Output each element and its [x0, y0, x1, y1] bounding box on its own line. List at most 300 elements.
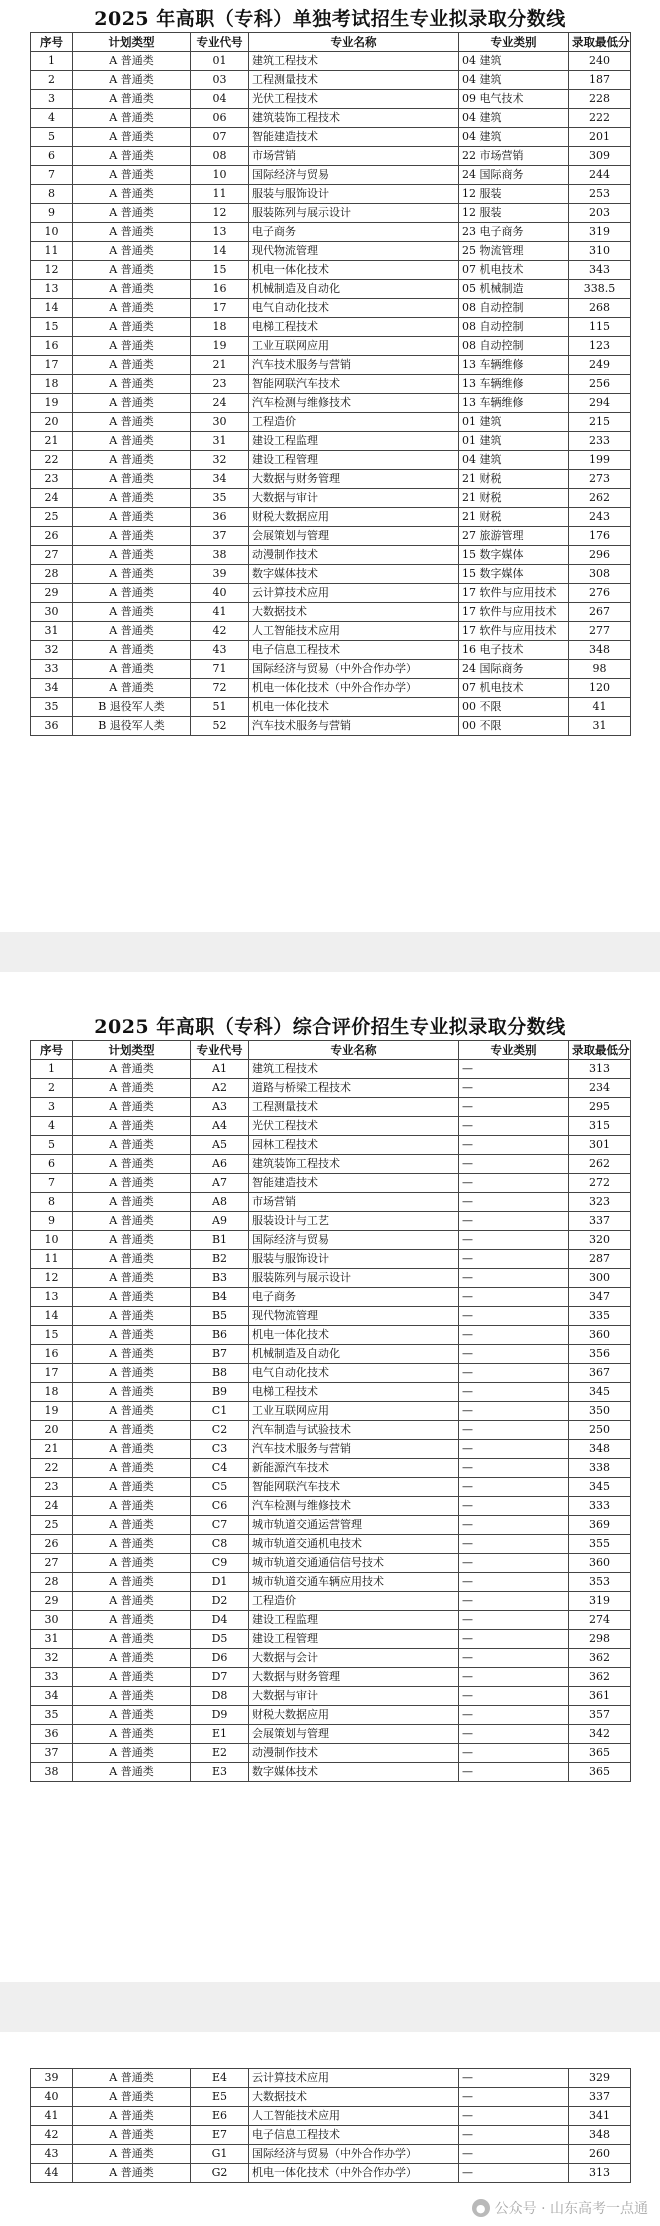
table-row [31, 147, 631, 166]
table-row [31, 660, 631, 679]
cell-min-score: 345 [569, 1383, 631, 1402]
cell-index: 18 [31, 1383, 73, 1402]
cell-major-code: A6 [191, 1155, 249, 1174]
cell-major-code: 32 [191, 451, 249, 470]
cell-min-score: 187 [569, 71, 631, 90]
cell-major-code: B8 [191, 1364, 249, 1383]
cell-major-category: 27 旅游管理 [459, 527, 569, 546]
cell-major-name: 建设工程监理 [249, 432, 459, 451]
cell-index: 6 [31, 147, 73, 166]
cell-min-score: 273 [569, 470, 631, 489]
cell-major-name: 电子信息工程技术 [249, 2126, 459, 2145]
cell-major-code: 19 [191, 337, 249, 356]
cell-index: 20 [31, 1421, 73, 1440]
cell-index: 2 [31, 1079, 73, 1098]
cell-major-category: — [459, 1687, 569, 1706]
cell-major-code: 13 [191, 223, 249, 242]
cell-min-score: 298 [569, 1630, 631, 1649]
cell-index: 4 [31, 109, 73, 128]
cell-major-category: — [459, 1098, 569, 1117]
cell-major-category: 12 服装 [459, 185, 569, 204]
table-row [31, 2088, 631, 2107]
cell-major-code: 10 [191, 166, 249, 185]
cell-major-category: — [459, 1611, 569, 1630]
cell-major-code: D1 [191, 1573, 249, 1592]
cell-plan-type: A 普通类 [73, 1250, 191, 1269]
cell-major-name: 机电一体化技术（中外合作办学） [249, 679, 459, 698]
cell-index: 33 [31, 1668, 73, 1687]
cell-major-category: 17 软件与应用技术 [459, 622, 569, 641]
cell-major-category: 04 建筑 [459, 128, 569, 147]
cell-major-name: 大数据与审计 [249, 489, 459, 508]
cell-major-category: — [459, 1326, 569, 1345]
table-row [31, 584, 631, 603]
cell-major-code: 06 [191, 109, 249, 128]
cell-major-code: D7 [191, 1668, 249, 1687]
table-row [31, 1383, 631, 1402]
cell-plan-type: A 普通类 [73, 1326, 191, 1345]
cell-plan-type: A 普通类 [73, 1364, 191, 1383]
cell-plan-type: A 普通类 [73, 413, 191, 432]
cell-major-name: 人工智能技术应用 [249, 2107, 459, 2126]
table-row [31, 1763, 631, 1782]
cell-major-category: 21 财税 [459, 489, 569, 508]
cell-major-name: 建筑工程技术 [249, 1060, 459, 1079]
cell-index: 28 [31, 565, 73, 584]
cell-major-category: — [459, 1307, 569, 1326]
cell-major-name: 城市轨道交通通信信号技术 [249, 1554, 459, 1573]
cell-major-code: E3 [191, 1763, 249, 1782]
cell-plan-type: A 普通类 [73, 1573, 191, 1592]
cell-min-score: 360 [569, 1554, 631, 1573]
table-row [31, 413, 631, 432]
watermark-text: 公众号 · 山东高考一点通 [494, 2201, 648, 2217]
cell-major-code: A5 [191, 1136, 249, 1155]
cell-plan-type: A 普通类 [73, 1307, 191, 1326]
cell-index: 30 [31, 1611, 73, 1630]
cell-index: 23 [31, 470, 73, 489]
cell-major-category: — [459, 1250, 569, 1269]
cell-major-name: 大数据技术 [249, 2088, 459, 2107]
cell-plan-type: A 普通类 [73, 299, 191, 318]
cell-major-category: 08 自动控制 [459, 299, 569, 318]
cell-major-category: 04 建筑 [459, 52, 569, 71]
cell-plan-type: A 普通类 [73, 1098, 191, 1117]
cell-min-score: 333 [569, 1497, 631, 1516]
cell-min-score: 267 [569, 603, 631, 622]
cell-major-category: — [459, 1117, 569, 1136]
cell-index: 39 [31, 2069, 73, 2088]
cell-index: 18 [31, 375, 73, 394]
cell-major-code: 31 [191, 432, 249, 451]
sheet-continued [0, 2032, 660, 2226]
cell-plan-type: A 普通类 [73, 147, 191, 166]
cell-min-score: 310 [569, 242, 631, 261]
cell-index: 43 [31, 2145, 73, 2164]
cell-index: 8 [31, 185, 73, 204]
table-row [31, 1573, 631, 1592]
cell-min-score: 343 [569, 261, 631, 280]
cell-major-name: 汽车检测与维修技术 [249, 1497, 459, 1516]
cell-major-name: 机电一体化技术 [249, 1326, 459, 1345]
cell-major-category: 07 机电技术 [459, 679, 569, 698]
cell-major-name: 数字媒体技术 [249, 1763, 459, 1782]
cell-plan-type: A 普通类 [73, 546, 191, 565]
cell-min-score: 341 [569, 2107, 631, 2126]
table-row [31, 1117, 631, 1136]
table-row [31, 1212, 631, 1231]
cell-major-code: E2 [191, 1744, 249, 1763]
cell-major-category: 15 数字媒体 [459, 565, 569, 584]
cell-plan-type: A 普通类 [73, 204, 191, 223]
cell-min-score: 350 [569, 1402, 631, 1421]
cell-major-name: 电子信息工程技术 [249, 641, 459, 660]
cell-major-category: 16 电子技术 [459, 641, 569, 660]
cell-major-category: — [459, 1630, 569, 1649]
cell-major-name: 建筑装饰工程技术 [249, 109, 459, 128]
cell-index: 34 [31, 679, 73, 698]
cell-plan-type: A 普通类 [73, 1459, 191, 1478]
cell-major-code: B9 [191, 1383, 249, 1402]
cell-min-score: 319 [569, 223, 631, 242]
cell-plan-type: A 普通类 [73, 1079, 191, 1098]
cell-major-category: 21 财税 [459, 508, 569, 527]
cell-plan-type: A 普通类 [73, 375, 191, 394]
cell-min-score: 276 [569, 584, 631, 603]
cell-index: 14 [31, 299, 73, 318]
cell-major-category: — [459, 1763, 569, 1782]
cell-min-score: 250 [569, 1421, 631, 1440]
cell-major-code: B2 [191, 1250, 249, 1269]
cell-min-score: 365 [569, 1763, 631, 1782]
cell-index: 25 [31, 508, 73, 527]
cell-major-category: — [459, 2069, 569, 2088]
cell-major-name: 城市轨道交通车辆应用技术 [249, 1573, 459, 1592]
cell-index: 22 [31, 1459, 73, 1478]
cell-major-code: C8 [191, 1535, 249, 1554]
cell-major-category: — [459, 1554, 569, 1573]
cell-major-code: 71 [191, 660, 249, 679]
cell-major-code: E4 [191, 2069, 249, 2088]
cell-index: 35 [31, 698, 73, 717]
table-row [31, 1744, 631, 1763]
table-row [31, 489, 631, 508]
cell-major-code: D5 [191, 1630, 249, 1649]
cell-index: 3 [31, 1098, 73, 1117]
cell-min-score: 313 [569, 1060, 631, 1079]
cell-plan-type: A 普通类 [73, 2069, 191, 2088]
cell-major-code: 16 [191, 280, 249, 299]
cell-plan-type: A 普通类 [73, 223, 191, 242]
cell-major-category: — [459, 1497, 569, 1516]
cell-plan-type: A 普通类 [73, 280, 191, 299]
cell-min-score: 315 [569, 1117, 631, 1136]
cell-major-name: 机械制造及自动化 [249, 280, 459, 299]
cell-index: 12 [31, 261, 73, 280]
cell-major-name: 电子商务 [249, 1288, 459, 1307]
cell-plan-type: A 普通类 [73, 356, 191, 375]
cell-index: 7 [31, 166, 73, 185]
cell-major-category: 13 车辆维修 [459, 375, 569, 394]
cell-plan-type: A 普通类 [73, 1117, 191, 1136]
cell-major-category: 22 市场营销 [459, 147, 569, 166]
cell-major-category: 08 自动控制 [459, 318, 569, 337]
cell-index: 25 [31, 1516, 73, 1535]
cell-plan-type: A 普通类 [73, 679, 191, 698]
table-row [31, 261, 631, 280]
cell-plan-type: A 普通类 [73, 2088, 191, 2107]
table-row [31, 1193, 631, 1212]
cell-min-score: 274 [569, 1611, 631, 1630]
table-row [31, 1440, 631, 1459]
cell-min-score: 123 [569, 337, 631, 356]
cell-min-score: 287 [569, 1250, 631, 1269]
cell-index: 40 [31, 2088, 73, 2107]
cell-major-category: — [459, 1231, 569, 1250]
cell-major-name: 服装设计与工艺 [249, 1212, 459, 1231]
cell-major-name: 电子商务 [249, 223, 459, 242]
cell-major-name: 动漫制作技术 [249, 546, 459, 565]
cell-major-code: 18 [191, 318, 249, 337]
cell-major-code: B5 [191, 1307, 249, 1326]
cell-min-score: 360 [569, 1326, 631, 1345]
cell-min-score: 335 [569, 1307, 631, 1326]
cell-index: 10 [31, 1231, 73, 1250]
cell-major-category: — [459, 2107, 569, 2126]
cell-major-code: G1 [191, 2145, 249, 2164]
cell-index: 37 [31, 1744, 73, 1763]
cell-plan-type: A 普通类 [73, 261, 191, 280]
cell-plan-type: A 普通类 [73, 1288, 191, 1307]
cell-major-category: 08 自动控制 [459, 337, 569, 356]
cell-major-name: 机电一体化技术 [249, 698, 459, 717]
cell-major-code: 04 [191, 90, 249, 109]
cell-index: 13 [31, 280, 73, 299]
cell-min-score: 308 [569, 565, 631, 584]
table-row [31, 1611, 631, 1630]
cell-major-code: E1 [191, 1725, 249, 1744]
table-row [31, 698, 631, 717]
cell-min-score: 319 [569, 1592, 631, 1611]
cell-plan-type: A 普通类 [73, 109, 191, 128]
cell-plan-type: A 普通类 [73, 128, 191, 147]
cell-major-category: 24 国际商务 [459, 166, 569, 185]
table-row [31, 717, 631, 736]
cell-major-category: — [459, 2145, 569, 2164]
cell-major-name: 国际经济与贸易（中外合作办学） [249, 660, 459, 679]
cell-major-code: C5 [191, 1478, 249, 1497]
cell-major-name: 国际经济与贸易 [249, 166, 459, 185]
table-row [31, 1269, 631, 1288]
cell-major-code: D4 [191, 1611, 249, 1630]
cell-major-code: 34 [191, 470, 249, 489]
table-row [31, 2164, 631, 2183]
header-major-code: 专业代号 [191, 33, 249, 52]
table-row [31, 1459, 631, 1478]
cell-index: 23 [31, 1478, 73, 1497]
cell-plan-type: A 普通类 [73, 394, 191, 413]
cell-major-code: B4 [191, 1288, 249, 1307]
table-row [31, 1326, 631, 1345]
cell-major-category: 21 财税 [459, 470, 569, 489]
cell-plan-type: A 普通类 [73, 641, 191, 660]
cell-min-score: 301 [569, 1136, 631, 1155]
table-row [31, 641, 631, 660]
cell-min-score: 361 [569, 1687, 631, 1706]
cell-major-category: — [459, 1744, 569, 1763]
cell-plan-type: A 普通类 [73, 2145, 191, 2164]
cell-major-name: 电气自动化技术 [249, 299, 459, 318]
cell-major-name: 机电一体化技术 [249, 261, 459, 280]
cell-major-code: 39 [191, 565, 249, 584]
cell-min-score: 120 [569, 679, 631, 698]
table-row [31, 1630, 631, 1649]
table-row [31, 1706, 631, 1725]
cell-index: 27 [31, 546, 73, 565]
header-major-code: 专业代号 [191, 1041, 249, 1060]
cell-major-name: 机电一体化技术（中外合作办学） [249, 2164, 459, 2183]
cell-major-category: — [459, 1345, 569, 1364]
cell-major-name: 云计算技术应用 [249, 2069, 459, 2088]
cell-plan-type: A 普通类 [73, 1060, 191, 1079]
cell-index: 29 [31, 584, 73, 603]
cell-index: 11 [31, 242, 73, 261]
cell-major-name: 工程测量技术 [249, 1098, 459, 1117]
cell-min-score: 243 [569, 508, 631, 527]
cell-index: 14 [31, 1307, 73, 1326]
cell-major-name: 现代物流管理 [249, 242, 459, 261]
cell-major-category: 00 不限 [459, 717, 569, 736]
cell-plan-type: A 普通类 [73, 622, 191, 641]
cell-major-code: 08 [191, 147, 249, 166]
cell-major-name: 道路与桥梁工程技术 [249, 1079, 459, 1098]
cell-major-name: 建设工程管理 [249, 451, 459, 470]
cell-plan-type: A 普通类 [73, 71, 191, 90]
cell-min-score: 249 [569, 356, 631, 375]
cell-plan-type: A 普通类 [73, 603, 191, 622]
cell-index: 3 [31, 90, 73, 109]
cell-plan-type: B 退役军人类 [73, 698, 191, 717]
cell-major-name: 会展策划与管理 [249, 1725, 459, 1744]
cell-major-category: 04 建筑 [459, 451, 569, 470]
table-row [31, 90, 631, 109]
cell-min-score: 262 [569, 1155, 631, 1174]
cell-min-score: 228 [569, 90, 631, 109]
cell-major-category: 24 国际商务 [459, 660, 569, 679]
table-row [31, 2145, 631, 2164]
cell-major-name: 数字媒体技术 [249, 565, 459, 584]
table-row [31, 1478, 631, 1497]
cell-major-name: 工业互联网应用 [249, 337, 459, 356]
section-gap [0, 1982, 660, 2032]
cell-major-code: C6 [191, 1497, 249, 1516]
cell-index: 15 [31, 318, 73, 337]
table-row [31, 432, 631, 451]
cell-major-code: 23 [191, 375, 249, 394]
cell-major-category: 15 数字媒体 [459, 546, 569, 565]
table-row [31, 337, 631, 356]
cell-min-score: 268 [569, 299, 631, 318]
cell-min-score: 329 [569, 2069, 631, 2088]
cell-major-code: C9 [191, 1554, 249, 1573]
cell-index: 9 [31, 204, 73, 223]
cell-major-name: 电梯工程技术 [249, 1383, 459, 1402]
table-row [31, 1136, 631, 1155]
cell-plan-type: A 普通类 [73, 337, 191, 356]
table-row [31, 451, 631, 470]
cell-min-score: 115 [569, 318, 631, 337]
cell-min-score: 323 [569, 1193, 631, 1212]
table-row [31, 52, 631, 71]
cell-major-code: B1 [191, 1231, 249, 1250]
cell-plan-type: A 普通类 [73, 1630, 191, 1649]
cell-min-score: 369 [569, 1516, 631, 1535]
table-row [31, 1307, 631, 1326]
cell-major-code: C2 [191, 1421, 249, 1440]
cell-min-score: 337 [569, 2088, 631, 2107]
cell-major-code: 15 [191, 261, 249, 280]
cell-major-name: 智能网联汽车技术 [249, 375, 459, 394]
cell-major-name: 财税大数据应用 [249, 1706, 459, 1725]
cell-min-score: 342 [569, 1725, 631, 1744]
header-major-name: 专业名称 [249, 33, 459, 52]
cell-min-score: 347 [569, 1288, 631, 1307]
cell-plan-type: B 退役军人类 [73, 717, 191, 736]
cell-index: 1 [31, 52, 73, 71]
cell-major-name: 大数据与财务管理 [249, 1668, 459, 1687]
cell-major-name: 园林工程技术 [249, 1136, 459, 1155]
cell-index: 10 [31, 223, 73, 242]
cell-major-category: — [459, 1383, 569, 1402]
table-row [31, 128, 631, 147]
cell-major-code: 17 [191, 299, 249, 318]
cell-index: 35 [31, 1706, 73, 1725]
cell-plan-type: A 普通类 [73, 1402, 191, 1421]
cell-index: 19 [31, 1402, 73, 1421]
cell-min-score: 295 [569, 1098, 631, 1117]
cell-plan-type: A 普通类 [73, 584, 191, 603]
cell-min-score: 201 [569, 128, 631, 147]
cell-plan-type: A 普通类 [73, 1269, 191, 1288]
cell-major-name: 光伏工程技术 [249, 1117, 459, 1136]
cell-major-name: 汽车技术服务与营销 [249, 1440, 459, 1459]
cell-min-score: 348 [569, 1440, 631, 1459]
cell-major-code: B6 [191, 1326, 249, 1345]
cell-index: 5 [31, 1136, 73, 1155]
cell-plan-type: A 普通类 [73, 1554, 191, 1573]
table-row [31, 2107, 631, 2126]
table-row [31, 1725, 631, 1744]
cell-major-name: 汽车制造与试验技术 [249, 1421, 459, 1440]
cell-index: 1 [31, 1060, 73, 1079]
cell-major-name: 财税大数据应用 [249, 508, 459, 527]
table3 [30, 2068, 631, 2183]
cell-major-code: A3 [191, 1098, 249, 1117]
cell-major-name: 工程造价 [249, 1592, 459, 1611]
cell-major-code: B3 [191, 1269, 249, 1288]
cell-major-name: 国际经济与贸易 [249, 1231, 459, 1250]
cell-index: 24 [31, 489, 73, 508]
cell-major-code: 40 [191, 584, 249, 603]
wechat-icon: ● [472, 2199, 490, 2217]
cell-plan-type: A 普通类 [73, 1345, 191, 1364]
cell-major-name: 新能源汽车技术 [249, 1459, 459, 1478]
cell-major-name: 大数据与财务管理 [249, 470, 459, 489]
cell-index: 41 [31, 2107, 73, 2126]
cell-index: 24 [31, 1497, 73, 1516]
cell-major-code: 01 [191, 52, 249, 71]
cell-major-code: C4 [191, 1459, 249, 1478]
